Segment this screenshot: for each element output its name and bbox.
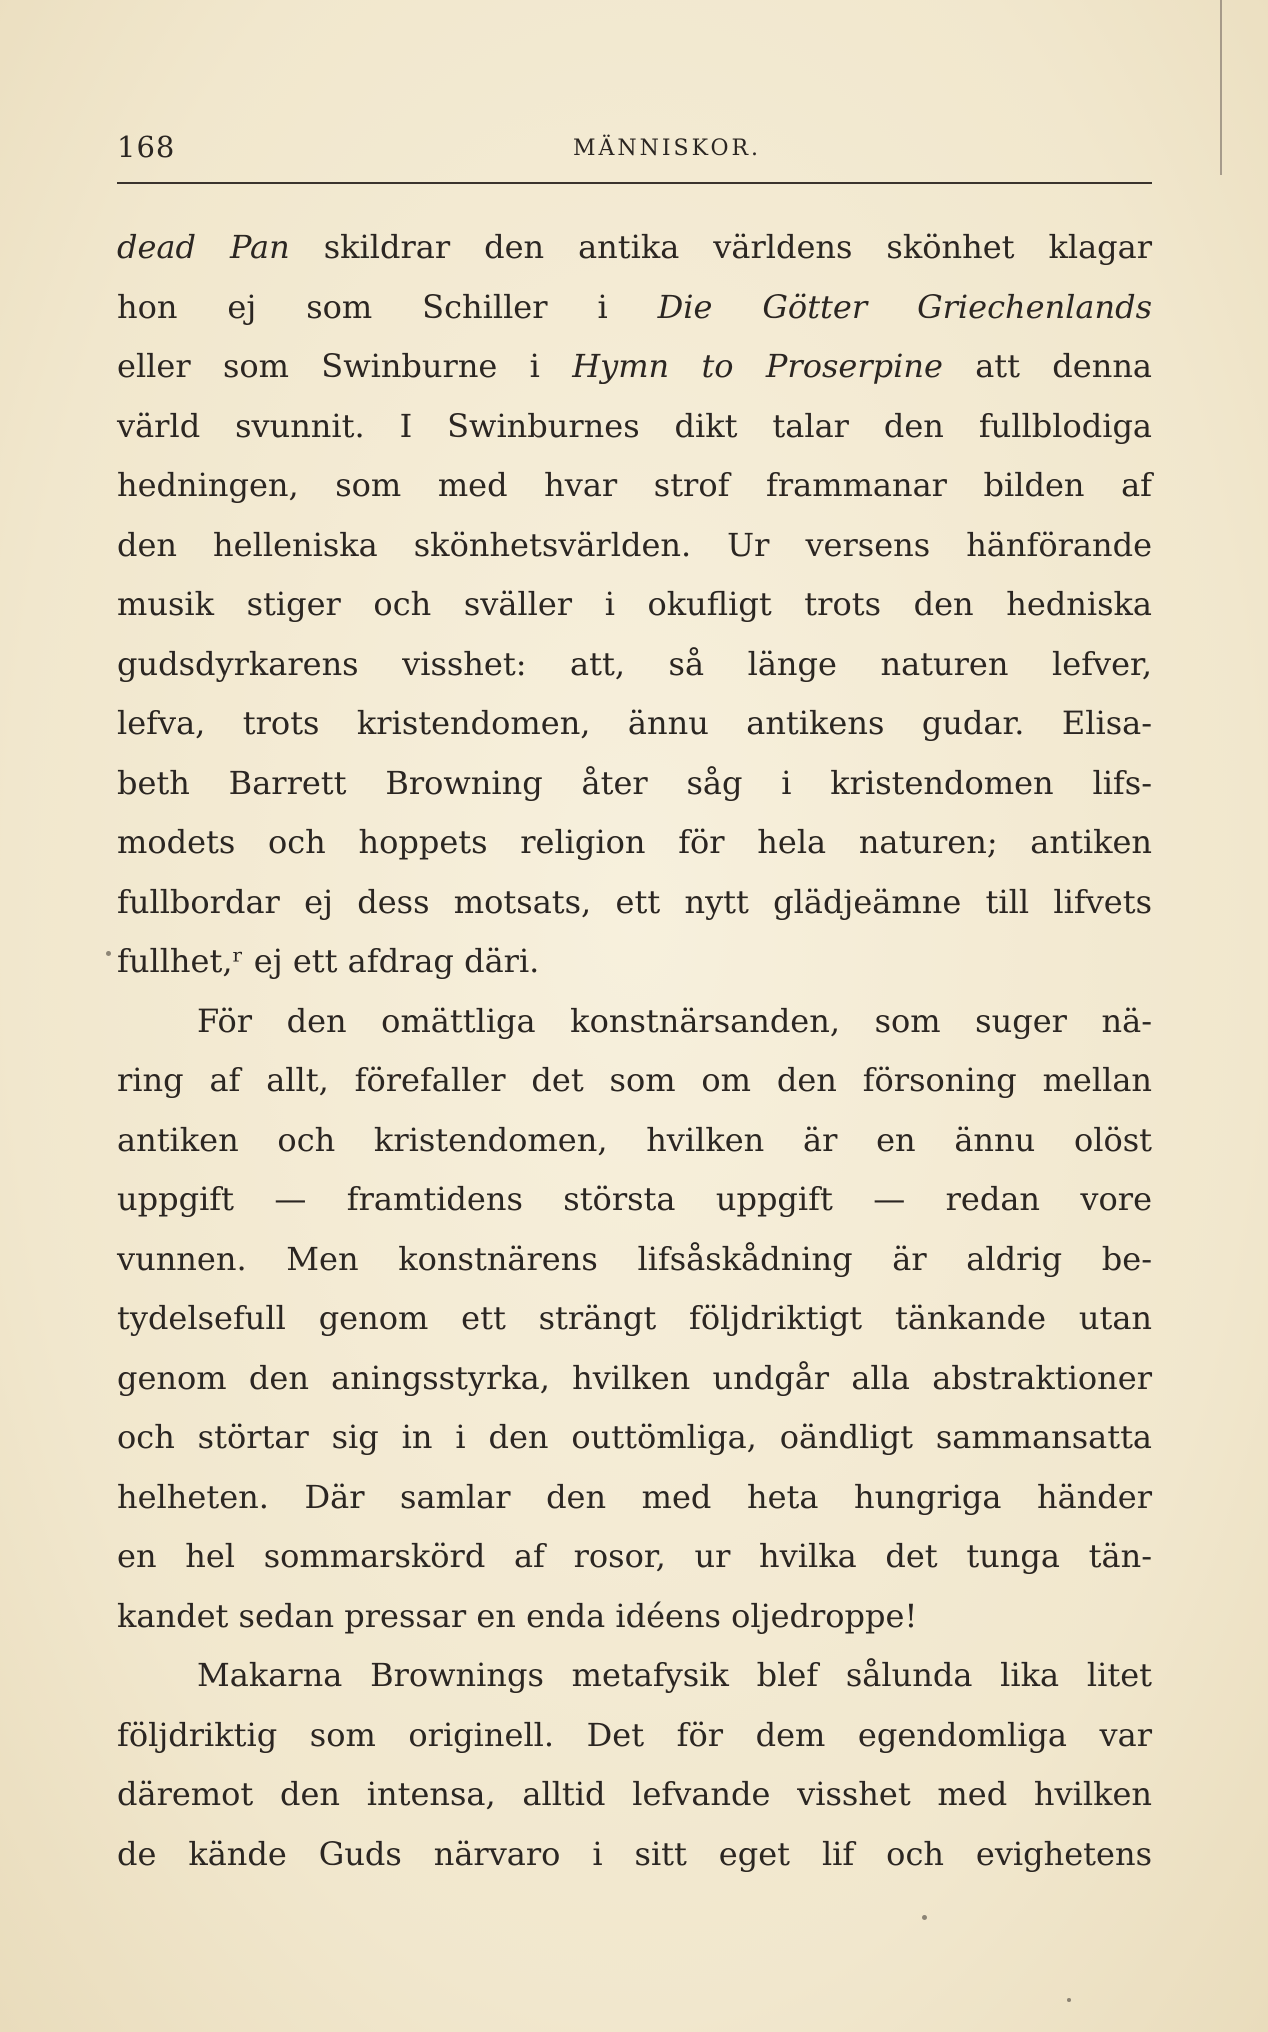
- line-text: Makarna Brownings metafysik blef sålunda lika litet: [197, 1656, 1152, 1694]
- text-line: [117, 218, 1152, 278]
- text-line: [117, 1587, 1152, 1647]
- italic-title-text: Die Götter Griechenlands: [657, 287, 1152, 326]
- text-line: [117, 1527, 1152, 1587]
- line-text: fullbordar ej dess motsats, ett nytt glädjeämne till lifvets: [117, 882, 1152, 921]
- print-speck: [1067, 1998, 1071, 2002]
- line-text: genom den aningsstyrka, hvilken undgår alla abstraktioner: [117, 1358, 1152, 1397]
- line-text: lefva, trots kristendomen, ännu antikens gudar. Elisa-: [117, 704, 1152, 742]
- text-line: [117, 1765, 1152, 1825]
- text-line: [117, 813, 1152, 873]
- text-line: [117, 456, 1152, 516]
- line-text: hedningen, som med hvar strof frammanar bilden af: [117, 466, 1152, 504]
- page-header: [117, 130, 1152, 170]
- text-line: [117, 1230, 1152, 1290]
- text-line: [117, 694, 1152, 754]
- text-line: [117, 1825, 1152, 1885]
- line-text: För den omättliga konstnärsanden, som suger nä-: [197, 1001, 1152, 1040]
- line-text: tydelsefull genom ett strängt följdriktigt tänkande utan: [117, 1299, 1152, 1337]
- line-text: beth Barrett Browning åter såg i kristendomen lifs-: [117, 763, 1152, 802]
- line-text: modets och hoppets religion för hela naturen; antiken: [117, 823, 1152, 861]
- text-line: [117, 932, 1152, 992]
- page-number: 168: [117, 130, 176, 164]
- line-text: vunnen. Men konstnärens lifsåskådning är aldrig be-: [117, 1239, 1152, 1278]
- line-text: värld svunnit. I Swinburnes dikt talar den fullblodiga: [117, 406, 1152, 445]
- line-text: helheten. Där samlar den med heta hungriga händer: [117, 1477, 1152, 1516]
- line-text: antiken och kristendomen, hvilken är en ännu olöst: [117, 1120, 1152, 1159]
- line-text: de kände Guds närvaro i sitt eget lif och evighetens: [117, 1834, 1152, 1873]
- italic-title-text: dead Pan: [117, 228, 290, 266]
- text-line: [117, 1289, 1152, 1349]
- line-text: hon ej som Schiller i: [117, 287, 658, 326]
- text-line: [117, 1051, 1152, 1111]
- print-speck: [106, 951, 111, 956]
- text-line: [117, 635, 1152, 695]
- line-text: uppgift — framtidens största uppgift — redan vore: [117, 1180, 1152, 1218]
- text-line: [117, 278, 1152, 338]
- page-edge-mark: [1220, 0, 1222, 175]
- text-line: [117, 1468, 1152, 1528]
- line-text: följdriktig som originell. Det för dem egendomliga var: [117, 1715, 1152, 1754]
- line-text: däremot den intensa, alltid lefvande visshet med hvilken: [117, 1775, 1152, 1813]
- line-text: och störtar sig in i den outtömliga, oändligt sammansatta: [117, 1418, 1152, 1456]
- line-text: eller som Swinburne i: [117, 347, 573, 385]
- body-text: [117, 218, 1152, 1884]
- line-text: att denna: [942, 347, 1153, 385]
- text-line: [117, 516, 1152, 576]
- italic-title-text: Hymn to Proserpine: [572, 347, 943, 385]
- line-text: skildrar den antika världens skönhet klagar: [289, 228, 1153, 266]
- line-text: en hel sommarskörd af rosor, ur hvilka det tunga tän-: [117, 1537, 1152, 1575]
- text-line: [117, 337, 1152, 397]
- text-line: [117, 1170, 1152, 1230]
- text-line: [117, 1706, 1152, 1766]
- text-line: [117, 397, 1152, 457]
- line-text: kandet sedan pressar en enda idéens oljedroppe!: [117, 1596, 918, 1635]
- text-line: [117, 992, 1152, 1052]
- text-line: [117, 873, 1152, 933]
- header-rule: [117, 182, 1152, 184]
- text-line: [117, 1349, 1152, 1409]
- text-line: [117, 575, 1152, 635]
- line-text: musik stiger och sväller i okufligt trots den hedniska: [117, 585, 1152, 623]
- line-text: fullhet,ʳ ej ett afdrag däri.: [117, 942, 540, 980]
- text-line: [117, 1111, 1152, 1171]
- text-line: [117, 754, 1152, 814]
- text-line: [117, 1408, 1152, 1468]
- text-line: [117, 1646, 1152, 1706]
- line-text: den helleniska skönhetsvärlden. Ur versens hänförande: [117, 525, 1152, 564]
- line-text: gudsdyrkarens visshet: att, så länge naturen lefver,: [117, 644, 1152, 683]
- print-speck: [922, 1915, 927, 1920]
- running-title: MÄNNISKOR.: [572, 136, 762, 161]
- line-text: ring af allt, förefaller det som om den försoning mellan: [117, 1061, 1152, 1099]
